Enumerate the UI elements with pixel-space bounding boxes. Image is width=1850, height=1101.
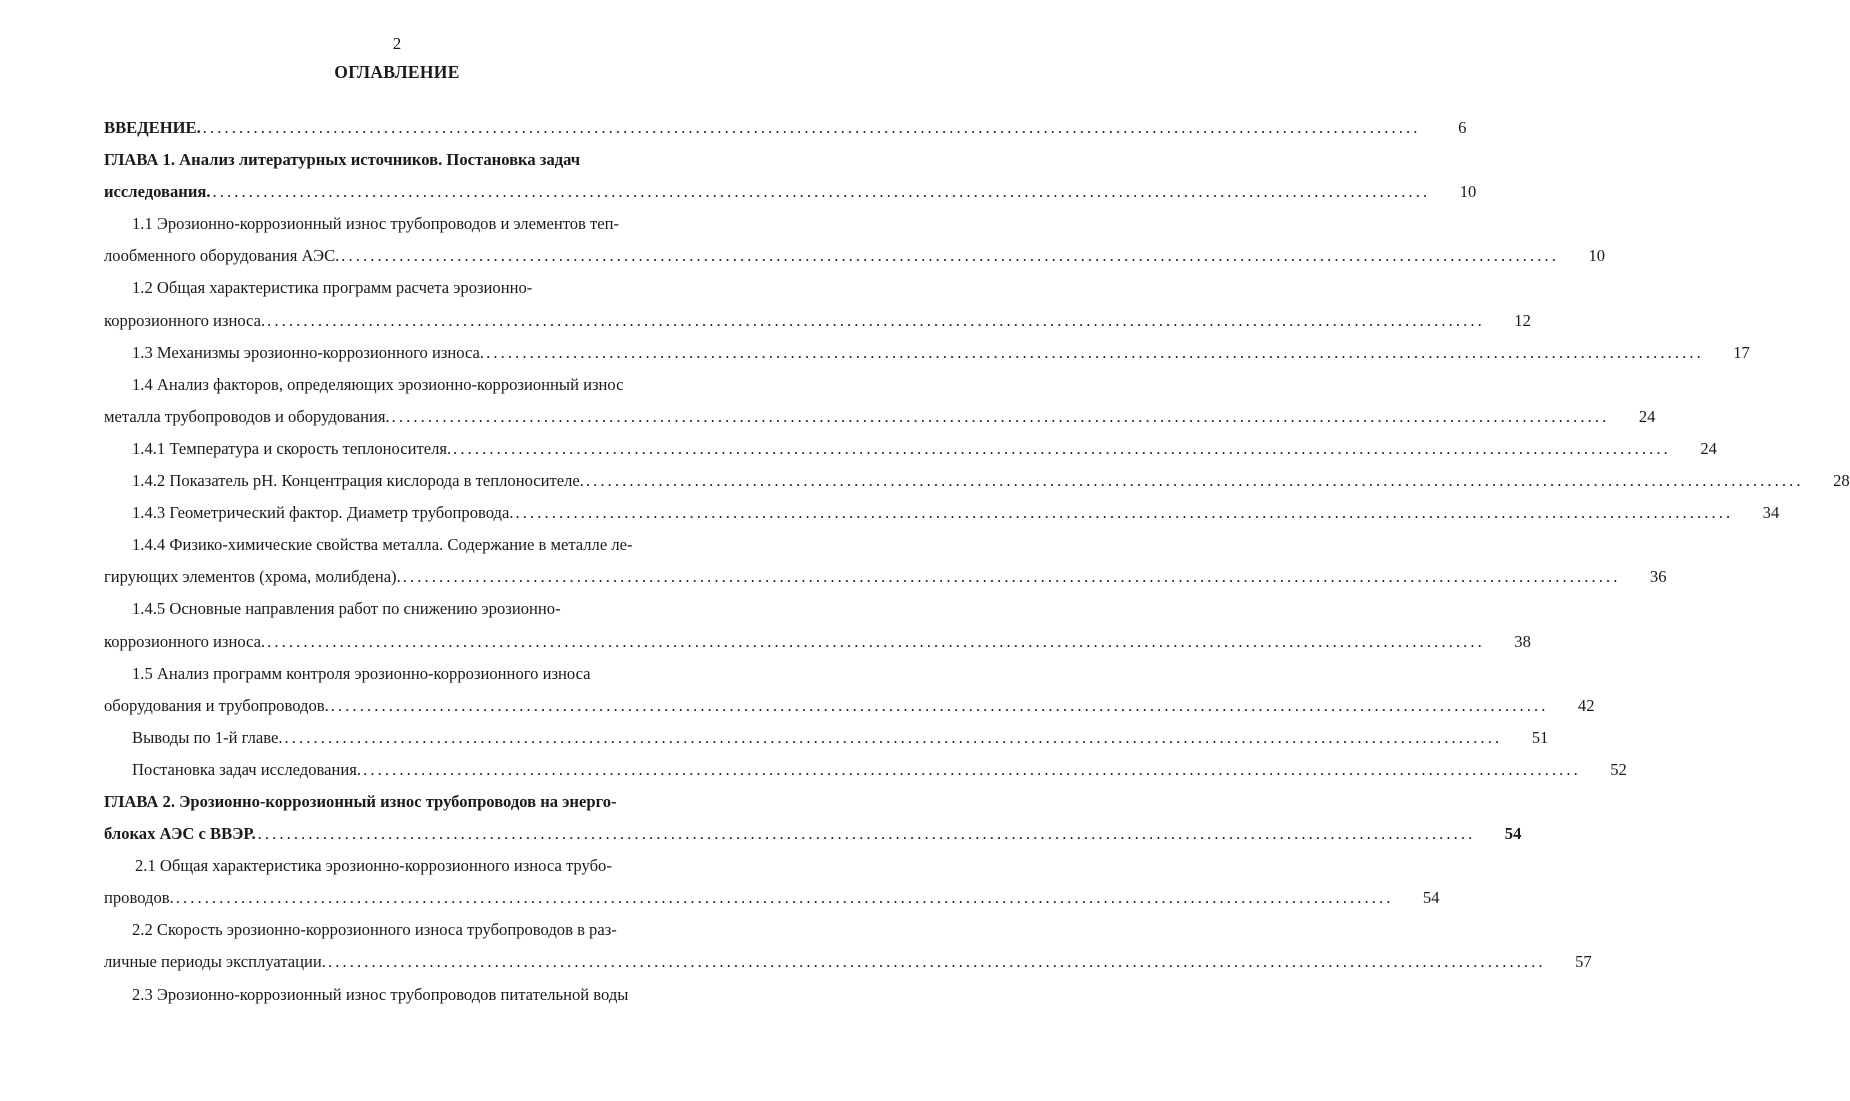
toc-entry-title: ГЛАВА 2. Эрозионно-коррозионный износ трубопроводов на энерго- [104, 791, 617, 811]
toc-entry-title-continued: проводов. [104, 888, 174, 908]
dot-leader: ........................................................................................................................................................................ [327, 952, 1546, 972]
toc-entry-2-1-line-1[interactable] [104, 850, 724, 882]
toc-entry-title-continued: личные периоды эксплуатации. [104, 952, 326, 972]
toc-entry-research-objectives[interactable] [104, 754, 1627, 786]
toc-page-number: 51 [1531, 727, 1549, 747]
toc-entry-title: 2.3 Эрозионно-коррозионный износ трубопроводов питательной воды [132, 984, 629, 1004]
toc-entry-1-4-4-line-2[interactable] [104, 561, 1667, 593]
toc-entry-1-4-1[interactable] [104, 433, 1717, 465]
dot-leader: ........................................................................................................................................................................ [284, 727, 1503, 747]
toc-entry-title-continued: гирующих элементов (хрома, молибдена). [104, 567, 401, 587]
toc-page-number: 36 [1649, 567, 1667, 587]
dot-leader: ........................................................................................................................................................................ [486, 342, 1704, 362]
toc-entry-1-4-line-1[interactable] [104, 369, 724, 401]
dot-leader: ........................................................................................................................................................................ [330, 695, 1549, 715]
toc-entry-title: 2.1 Общая характеристика эрозионно-коррозионного износа трубо- [135, 856, 612, 876]
toc-entry-title: ВВЕДЕНИЕ. [104, 118, 201, 137]
toc-entry-1-1-line-1[interactable] [104, 208, 724, 240]
toc-entry-chapter-1-line-1[interactable] [104, 144, 724, 176]
toc-entry-1-4-5-line-1[interactable] [104, 593, 724, 625]
toc-page-number: 54 [1422, 888, 1440, 908]
toc-entry-1-4-4-line-1[interactable] [104, 529, 724, 561]
dot-leader: ........................................................................................................................................................................ [402, 567, 1621, 587]
toc-entry-chapter-1-conclusions[interactable] [104, 722, 1549, 754]
toc-entry-1-4-2[interactable] [104, 465, 1850, 497]
page-title: ОГЛАВЛЕНИЕ [334, 62, 460, 82]
dot-leader: ........................................................................................................................................................................ [341, 246, 1560, 266]
toc-entry-1-4-5-line-2[interactable] [104, 626, 1531, 658]
toc-entry-title: ГЛАВА 1. Анализ литературных источников. Постановка задач [104, 150, 581, 170]
toc-entry-title-continued: лообменного оборудования АЭС. [104, 246, 340, 266]
toc-entry-chapter-2-line-1[interactable] [104, 786, 724, 818]
toc-entry-title-continued: металла трубопроводов и оборудования. [104, 406, 390, 426]
page-number: 2 [392, 34, 402, 53]
table-of-contents [104, 112, 1850, 1011]
toc-page-number: 38 [1514, 631, 1531, 651]
toc-page-number: 54 [1504, 824, 1522, 844]
toc-entry-title-continued: оборудования и трубопроводов. [104, 695, 329, 715]
dot-leader: ........................................................................................................................................................................ [175, 888, 1394, 908]
dot-leader: ........................................................................................................................................................................ [515, 503, 1734, 523]
toc-page-number: 10 [1459, 182, 1477, 202]
dot-leader: ........................................................................................................................................................................ [257, 824, 1476, 844]
dot-leader: ........................................................................................................................................................................ [453, 438, 1671, 458]
toc-page-number: 17 [1733, 342, 1750, 362]
toc-entry-1-3[interactable] [104, 337, 1750, 369]
toc-entry-2-2-line-1[interactable] [104, 914, 724, 946]
toc-page-number: 24 [1638, 406, 1656, 426]
toc-entry-title: 1.4.2 Показатель pH. Концентрация кислорода в теплоносителе. [132, 471, 584, 491]
toc-entry-1-2-line-1[interactable] [104, 272, 724, 304]
dot-leader: ........................................................................................................................................................................ [363, 759, 1581, 779]
toc-entry-title: 1.4.5 Основные направления работ по снижению эрозионно- [132, 599, 561, 619]
toc-entry-title-continued: коррозионного износа. [104, 631, 266, 651]
toc-page-number: 6 [1458, 118, 1467, 137]
toc-entry-title: 1.4.1 Температура и скорость теплоносителя. [132, 438, 452, 458]
toc-entry-1-5-line-2[interactable] [104, 690, 1595, 722]
toc-entry-1-1-line-2[interactable] [104, 240, 1606, 272]
toc-entry-title: 1.4.3 Геометрический фактор. Диаметр трубопровода. [132, 503, 514, 523]
toc-entry-2-3-line-1[interactable] [104, 979, 724, 1011]
toc-entry-title: 1.5 Анализ программ контроля эрозионно-коррозионного износа [132, 663, 591, 683]
toc-entry-2-1-line-2[interactable] [104, 882, 1440, 914]
toc-entry-title: 1.2 Общая характеристика программ расчета эрозионно- [132, 278, 533, 298]
dot-leader: ........................................................................................................................................................................ [267, 631, 1485, 651]
toc-entry-title-continued: исследования. [104, 182, 211, 202]
toc-entry-1-4-line-2[interactable] [104, 401, 1656, 433]
dot-leader: ........................................................................................................................................................................ [202, 118, 1421, 137]
toc-page-number: 34 [1762, 503, 1780, 523]
toc-entry-2-2-line-2[interactable] [104, 946, 1592, 978]
toc-entry-chapter-1-line-2[interactable] [104, 176, 1477, 208]
toc-page-number: 10 [1588, 246, 1606, 266]
toc-entry-title: 2.2 Скорость эрозионно-коррозионного износа трубопроводов в раз- [132, 920, 617, 940]
dot-leader: ........................................................................................................................................................................ [267, 310, 1485, 330]
toc-page-number: 12 [1514, 310, 1531, 330]
toc-page-number: 24 [1700, 438, 1717, 458]
toc-entry-1-2-line-2[interactable] [104, 305, 1531, 337]
toc-entry-title: 1.1 Эрозионно-коррозионный износ трубопроводов и элементов теп- [132, 214, 620, 234]
toc-entry-1-5-line-1[interactable] [104, 658, 724, 690]
dot-leader: ........................................................................................................................................................................ [212, 182, 1431, 202]
toc-entry-title: 1.3 Механизмы эрозионно-коррозионного износа. [132, 342, 485, 362]
toc-entry-title-continued: коррозионного износа. [104, 310, 266, 330]
toc-page-number: 42 [1577, 695, 1595, 715]
toc-entry-title: Выводы по 1-й главе. [132, 727, 283, 747]
dot-leader: ........................................................................................................................................................................ [585, 471, 1804, 491]
toc-page-number: 57 [1575, 952, 1592, 972]
toc-page-number: 28 [1833, 471, 1850, 491]
toc-entry-chapter-2-line-2[interactable] [104, 818, 1522, 850]
toc-entry-title: Постановка задач исследования. [132, 759, 362, 779]
toc-entry-introduction[interactable] [104, 112, 1467, 144]
toc-entry-title: 1.4.4 Физико-химические свойства металла. Содержание в металле ле- [132, 535, 633, 555]
dot-leader: ........................................................................................................................................................................ [391, 406, 1610, 426]
toc-entry-1-4-3[interactable] [104, 497, 1780, 529]
toc-entry-title-continued: блоках АЭС с ВВЭР. [104, 824, 256, 844]
toc-page-number: 52 [1610, 759, 1627, 779]
toc-entry-title: 1.4 Анализ факторов, определяющих эрозионно-коррозионный износ [132, 374, 624, 394]
